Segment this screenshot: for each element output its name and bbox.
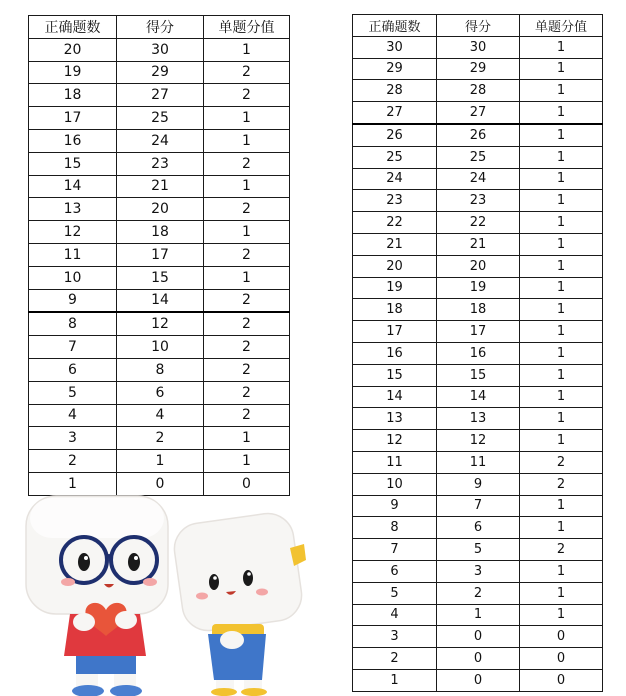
table-row [29,198,290,221]
table-row [353,168,603,190]
table-cell: 6 [353,560,437,582]
table-cell: 2 [117,427,204,450]
table-cell: 0 [437,626,520,648]
table-cell: 1 [520,321,603,343]
table-row [353,648,603,670]
table-cell: 5 [353,582,437,604]
table-row [29,381,290,404]
table-cell: 2 [204,243,290,266]
table-cell: 1 [520,80,603,102]
table-cell: 14 [117,289,204,312]
table-cell: 1 [520,233,603,255]
table-cell: 25 [353,146,437,168]
table-cell: 1 [520,299,603,321]
table-cell: 21 [117,175,204,198]
table-cell: 15 [437,364,520,386]
table-cell: 24 [437,168,520,190]
table-cell: 9 [353,495,437,517]
table-cell: 2 [520,539,603,561]
table-row [29,175,290,198]
table-cell: 28 [353,80,437,102]
table-row [353,517,603,539]
table-row [353,364,603,386]
table-cell: 8 [117,358,204,381]
table-cell: 15 [117,266,204,289]
table-cell: 1 [204,38,290,61]
table-cell: 24 [117,129,204,152]
table-row [353,669,603,691]
table-row [29,221,290,244]
table-cell: 20 [353,255,437,277]
header-cell: 单题分值 [204,16,290,39]
table-cell: 11 [353,451,437,473]
table-cell: 1 [29,472,117,495]
table-row [353,321,603,343]
table-cell: 18 [437,299,520,321]
table-cell: 1 [520,58,603,80]
table-cell: 4 [117,404,204,427]
table-cell: 2 [204,198,290,221]
table-cell: 1 [204,427,290,450]
table-cell: 1 [520,212,603,234]
score-table-right [352,14,603,692]
table-cell: 22 [353,212,437,234]
header-row [29,16,290,39]
table-cell: 0 [520,648,603,670]
table-cell: 30 [353,36,437,58]
table-cell: 1 [204,175,290,198]
table-cell: 24 [353,168,437,190]
table-cell: 30 [437,36,520,58]
table-cell: 0 [437,669,520,691]
table-row [353,582,603,604]
table-row [353,36,603,58]
table-cell: 1 [520,36,603,58]
table-cell: 10 [29,266,117,289]
table-cell: 26 [353,124,437,146]
table-cell: 1 [520,342,603,364]
table-row [353,255,603,277]
table-cell: 29 [437,58,520,80]
table-row [353,146,603,168]
table-cell: 13 [29,198,117,221]
table-cell: 2 [204,84,290,107]
table-cell: 27 [117,84,204,107]
table-cell: 2 [204,381,290,404]
table-cell: 12 [117,312,204,335]
table-cell: 0 [437,648,520,670]
table-cell: 11 [29,243,117,266]
table-cell: 19 [353,277,437,299]
table-cell: 4 [353,604,437,626]
table-row [353,212,603,234]
table-row [29,450,290,473]
table-cell: 27 [437,102,520,124]
table-cell: 2 [204,358,290,381]
table-row [353,560,603,582]
table-cell: 13 [437,408,520,430]
table-cell: 1 [520,255,603,277]
table-cell: 7 [29,336,117,359]
table-cell: 2 [204,404,290,427]
table-cell: 0 [117,472,204,495]
table-cell: 17 [353,321,437,343]
table-cell: 25 [437,146,520,168]
table-cell: 1 [437,604,520,626]
table-cell: 20 [437,255,520,277]
table-cell: 1 [520,408,603,430]
table-row [29,312,290,335]
table-cell: 8 [353,517,437,539]
table-cell: 20 [117,198,204,221]
table-row [29,427,290,450]
table-cell: 2 [520,473,603,495]
table-cell: 1 [520,277,603,299]
table-cell: 23 [353,190,437,212]
table-cell: 5 [29,381,117,404]
table-cell: 1 [520,124,603,146]
table-row [29,243,290,266]
table-cell: 2 [204,61,290,84]
table-cell: 1 [117,450,204,473]
table-row [353,233,603,255]
table-cell: 27 [353,102,437,124]
table-cell: 1 [204,221,290,244]
table-cell: 2 [204,336,290,359]
table-cell: 1 [520,146,603,168]
header-row [353,15,603,37]
table-cell: 7 [353,539,437,561]
table-cell: 15 [353,364,437,386]
table-cell: 25 [117,107,204,130]
table-cell: 1 [520,517,603,539]
table-cell: 29 [353,58,437,80]
table-row [29,84,290,107]
table-cell: 1 [204,129,290,152]
table-row [353,539,603,561]
table-row [353,626,603,648]
table-cell: 30 [117,38,204,61]
table-cell: 1 [520,495,603,517]
table-cell: 21 [437,233,520,255]
table-cell: 29 [117,61,204,84]
header-cell: 正确题数 [353,15,437,37]
table-row [353,190,603,212]
table-row [353,451,603,473]
table-cell: 6 [437,517,520,539]
table-row [353,58,603,80]
table-cell: 10 [353,473,437,495]
table-cell: 28 [437,80,520,102]
table-row [29,107,290,130]
table-cell: 18 [117,221,204,244]
table-row [29,38,290,61]
table-cell: 19 [437,277,520,299]
table-cell: 1 [520,582,603,604]
table-cell: 13 [353,408,437,430]
table-cell: 7 [437,495,520,517]
table-cell: 1 [520,604,603,626]
table-cell: 2 [520,451,603,473]
table-row [29,152,290,175]
table-cell: 1 [520,102,603,124]
table-row [353,604,603,626]
table-cell: 0 [204,472,290,495]
table-cell: 1 [520,386,603,408]
table-cell: 26 [437,124,520,146]
header-cell: 单题分值 [520,15,603,37]
table-cell: 22 [437,212,520,234]
table-cell: 1 [353,669,437,691]
table-row [353,299,603,321]
table-cell: 5 [437,539,520,561]
table-cell: 0 [520,669,603,691]
table-row [353,342,603,364]
table-cell: 12 [353,430,437,452]
table-row [353,80,603,102]
table-cell: 12 [29,221,117,244]
table-cell: 3 [29,427,117,450]
mascot-illustration [18,488,318,696]
table-cell: 0 [520,626,603,648]
score-table-left [28,15,290,496]
table-cell: 2 [437,582,520,604]
table-cell: 9 [29,289,117,312]
table-cell: 21 [353,233,437,255]
table-row [353,386,603,408]
table-cell: 16 [353,342,437,364]
table-cell: 19 [29,61,117,84]
table-row [29,404,290,427]
table-cell: 2 [204,152,290,175]
table-cell: 2 [204,312,290,335]
table-row [29,358,290,381]
table-cell: 9 [437,473,520,495]
table-cell: 4 [29,404,117,427]
table-cell: 1 [520,190,603,212]
header-cell: 得分 [437,15,520,37]
table-row [29,61,290,84]
table-cell: 17 [437,321,520,343]
table-cell: 3 [437,560,520,582]
table-cell: 14 [353,386,437,408]
table-row [29,266,290,289]
table-cell: 6 [117,381,204,404]
table-row [353,124,603,146]
table-cell: 3 [353,626,437,648]
table-cell: 1 [204,107,290,130]
table-row [29,336,290,359]
table-cell: 1 [520,560,603,582]
table-cell: 23 [437,190,520,212]
table-row [353,430,603,452]
table-row [29,129,290,152]
table-cell: 16 [437,342,520,364]
table-cell: 15 [29,152,117,175]
table-cell: 17 [117,243,204,266]
table-cell: 1 [204,266,290,289]
table-row [353,102,603,124]
table-cell: 1 [520,364,603,386]
table-cell: 18 [353,299,437,321]
table-cell: 6 [29,358,117,381]
header-cell: 正确题数 [29,16,117,39]
table-cell: 17 [29,107,117,130]
table-cell: 18 [29,84,117,107]
table-row [29,289,290,312]
mascot-with-glasses [26,496,168,696]
table-cell: 10 [117,336,204,359]
table-row [353,277,603,299]
table-cell: 11 [437,451,520,473]
table-cell: 14 [29,175,117,198]
table-cell: 2 [29,450,117,473]
table-cell: 14 [437,386,520,408]
header-cell: 得分 [117,16,204,39]
table-cell: 1 [520,168,603,190]
table-cell: 2 [353,648,437,670]
mascot-with-overalls [171,510,306,696]
table-cell: 1 [520,430,603,452]
table-cell: 1 [204,450,290,473]
table-cell: 12 [437,430,520,452]
table-cell: 23 [117,152,204,175]
table-cell: 8 [29,312,117,335]
table-row [353,495,603,517]
table-cell: 2 [204,289,290,312]
table-cell: 16 [29,129,117,152]
table-row [353,408,603,430]
table-cell: 20 [29,38,117,61]
table-row [353,473,603,495]
